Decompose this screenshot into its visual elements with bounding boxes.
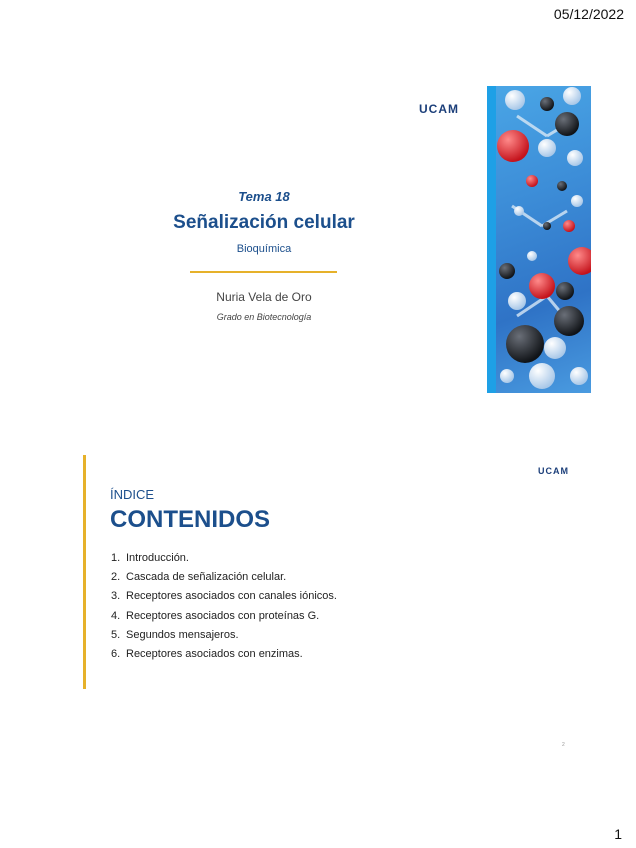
list-item (111, 568, 337, 587)
slide-title: Señalización celular (173, 212, 355, 233)
contents-heading: CONTENIDOS (110, 506, 271, 533)
list-item (111, 607, 337, 626)
author-name: Nuria Vela de Oro (216, 290, 312, 304)
subject-name: Bioquímica (236, 243, 292, 255)
list-item (111, 549, 337, 568)
molecules-illustration (487, 86, 591, 393)
item-number: 6. (111, 647, 121, 660)
slide-accent-bar (83, 455, 86, 689)
list-item (111, 626, 337, 645)
item-text: Cascada de señalización celular. (126, 571, 287, 584)
item-text: Segundos mensajeros. (126, 628, 239, 641)
item-text: Receptores asociados con canales iónicos. (126, 590, 337, 603)
ucam-logo: UCAM (538, 466, 569, 476)
item-number: 5. (111, 628, 121, 641)
index-label: ÍNDICE (110, 487, 155, 502)
title-divider (190, 271, 337, 273)
molecules-cover-image (487, 86, 591, 393)
list-item (111, 587, 337, 606)
page-date: 05/12/2022 (553, 6, 624, 22)
cover-accent-stripe (487, 86, 496, 393)
contents-list (111, 549, 337, 664)
item-text: Receptores asociados con proteínas G. (126, 609, 320, 622)
page-number: 1 (614, 826, 622, 842)
topic-number: Tema 18 (238, 189, 290, 204)
slide-number: 2 (562, 742, 565, 748)
item-number: 2. (111, 571, 121, 584)
list-item (111, 645, 337, 664)
item-number: 1. (111, 552, 121, 564)
degree-name: Grado en Biotecnología (216, 312, 312, 322)
item-number: 4. (111, 609, 121, 622)
item-text: Introducción. (126, 552, 189, 564)
ucam-logo: UCAM (419, 102, 459, 116)
item-number: 3. (111, 590, 121, 603)
item-text: Receptores asociados con enzimas. (126, 647, 303, 660)
